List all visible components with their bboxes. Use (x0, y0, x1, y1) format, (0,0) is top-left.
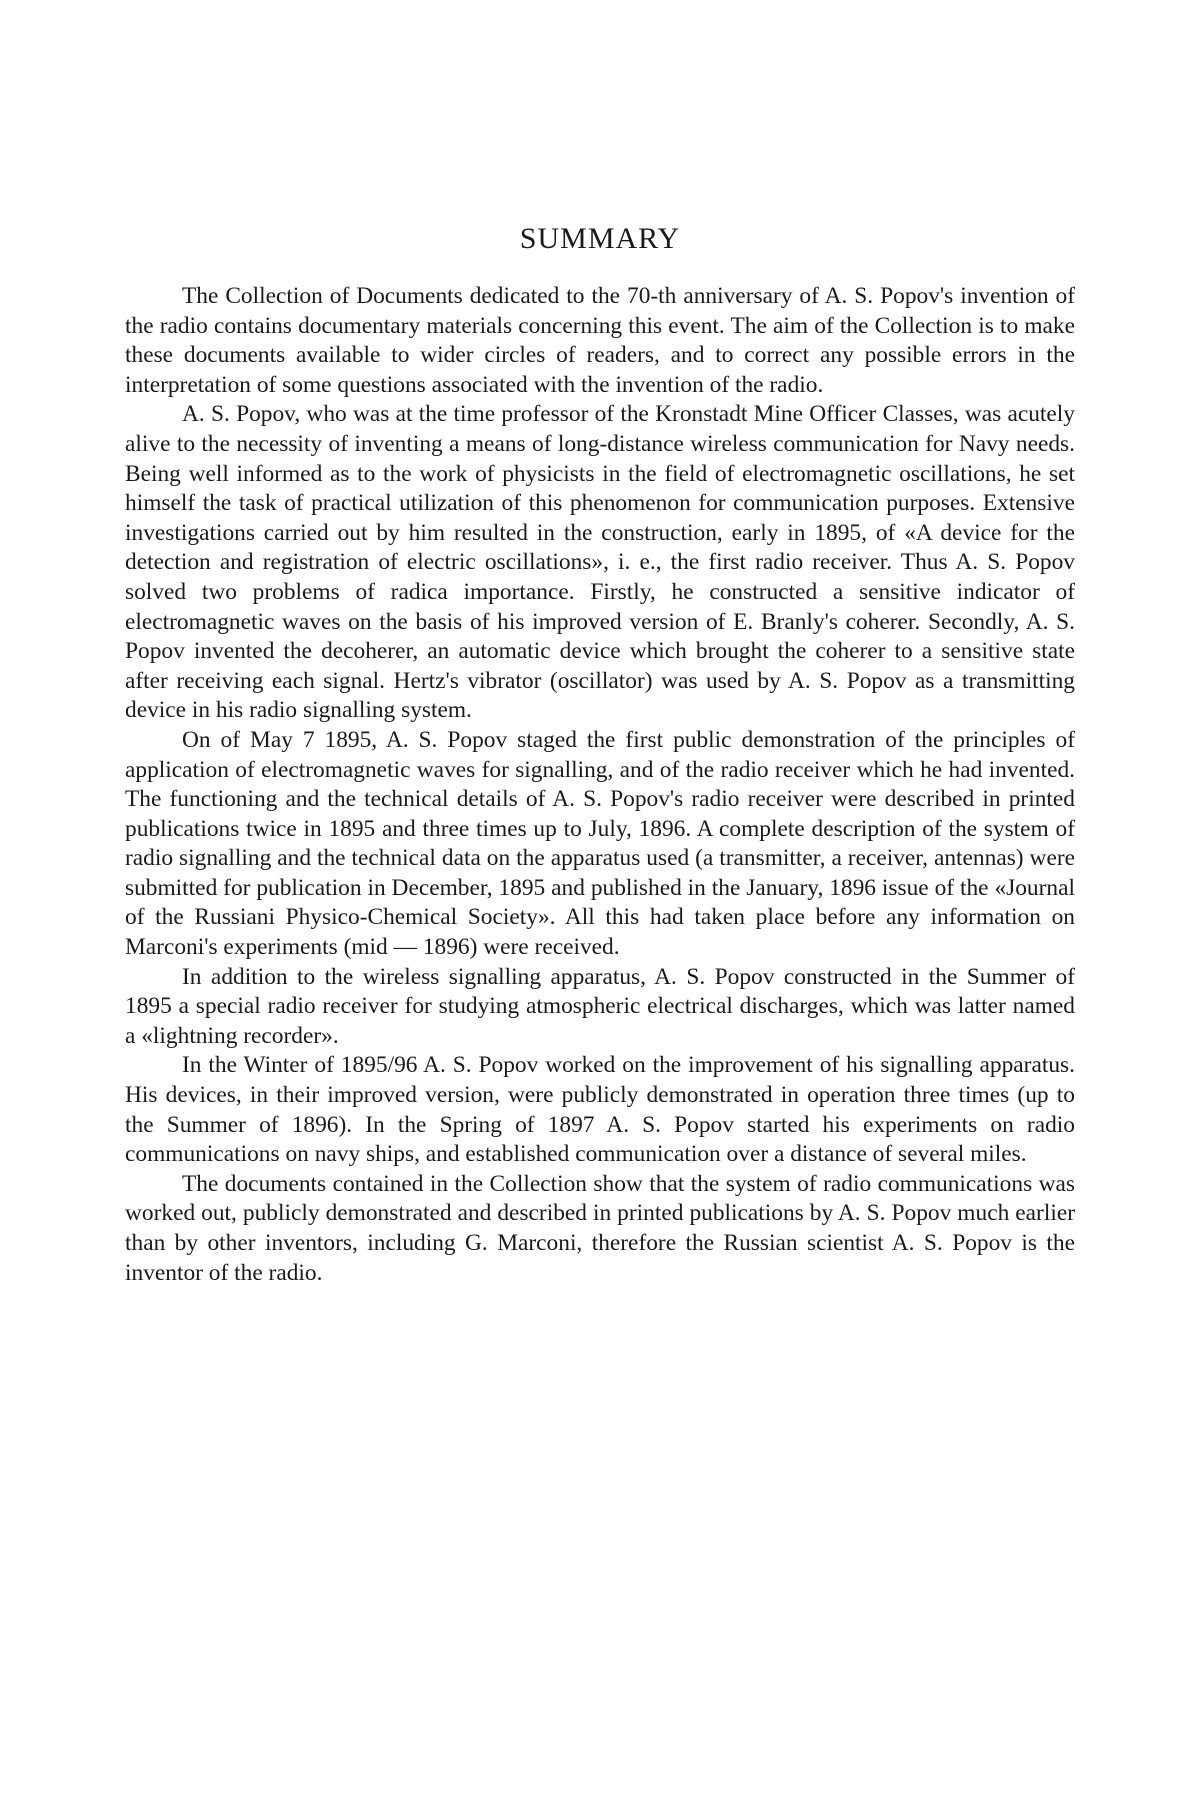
summary-body (125, 282, 1075, 1288)
paragraph: In addition to the wireless signalling apparatus, A. S. Popov constructed in the Summer of 1895 a special radio receiver for studying atmospheric electrical discharges, which was latter named a «lightning recorder». (125, 963, 1075, 1049)
paragraph: In the Winter of 1895/96 A. S. Popov worked on the improvement of his signalling apparatus. His devices, in their improved version, were publicly demonstrated in operation three times (up to the Summer of 1896). In the Spring of 1897 A. S. Popov started his experiments on radio communications on navy ships, and established communication over a distance of several miles. (125, 1052, 1075, 1168)
paragraph: The documents contained in the Collection show that the system of radio communications was worked out, publicly demonstrated and described in printed publications by A. S. Popov much earlier than by other inventors, including G. Marconi, therefore the Russian scientist A. S. Popov is the inventor of the radio. (125, 1170, 1075, 1286)
paragraph: On of May 7 1895, A. S. Popov staged the first public demonstration of the principles of application of electromagnetic waves for signalling, and of the radio receiver which he had invented. The functioning and the technical details of A. S. Popov's radio receiver were described in printed publications twice in 1895 and three times up to July, 1896. A complete description of the system of radio signalling and the technical data on the apparatus used (a transmitter, a receiver, antennas) were submitted for publication in December, 1895 and published in the January, 1896 issue of the «Journal of the Russiani Physico-Chemical Society». All this had taken place before any information on Marconi's experiments (mid — 1896) were received. (125, 726, 1075, 961)
paragraph: A. S. Popov, who was at the time professor of the Kronstadt Mine Officer Classes, was acutely alive to the necessity of inventing a means of long-distance wireless communication for Navy needs. Being well informed as to the work of physicists in the field of electromagnetic oscillations, he set himself the task of practical utilization of this phenomenon for communication purposes. Extensive investigations carried out by him resulted in the construction, early in 1895, of «A device for the detection and registration of electric oscillations», i. e., the first radio receiver. Thus A. S. Popov solved two problems of radica importance. Firstly, he constructed a sensitive indicator of electromagnetic waves on the basis of his improved version of E. Branly's coherer. Secondly, A. S. Popov invented the decoherer, an automatic device which brought the coherer to a sensitive state after receiving each signal. Hertz's vibrator (oscillator) was used by A. S. Popov as a transmitting device in his radio signalling system. (125, 401, 1075, 724)
paragraph: The Collection of Documents dedicated to the 70-th anniversary of A. S. Popov's invention of the radio contains documentary materials concerning this event. The aim of the Collection is to make these documents available to wider circles of readers, and to correct any possible errors in the interpretation of some questions associated with the invention of the radio. (125, 283, 1075, 398)
page-title: SUMMARY (519, 222, 681, 255)
